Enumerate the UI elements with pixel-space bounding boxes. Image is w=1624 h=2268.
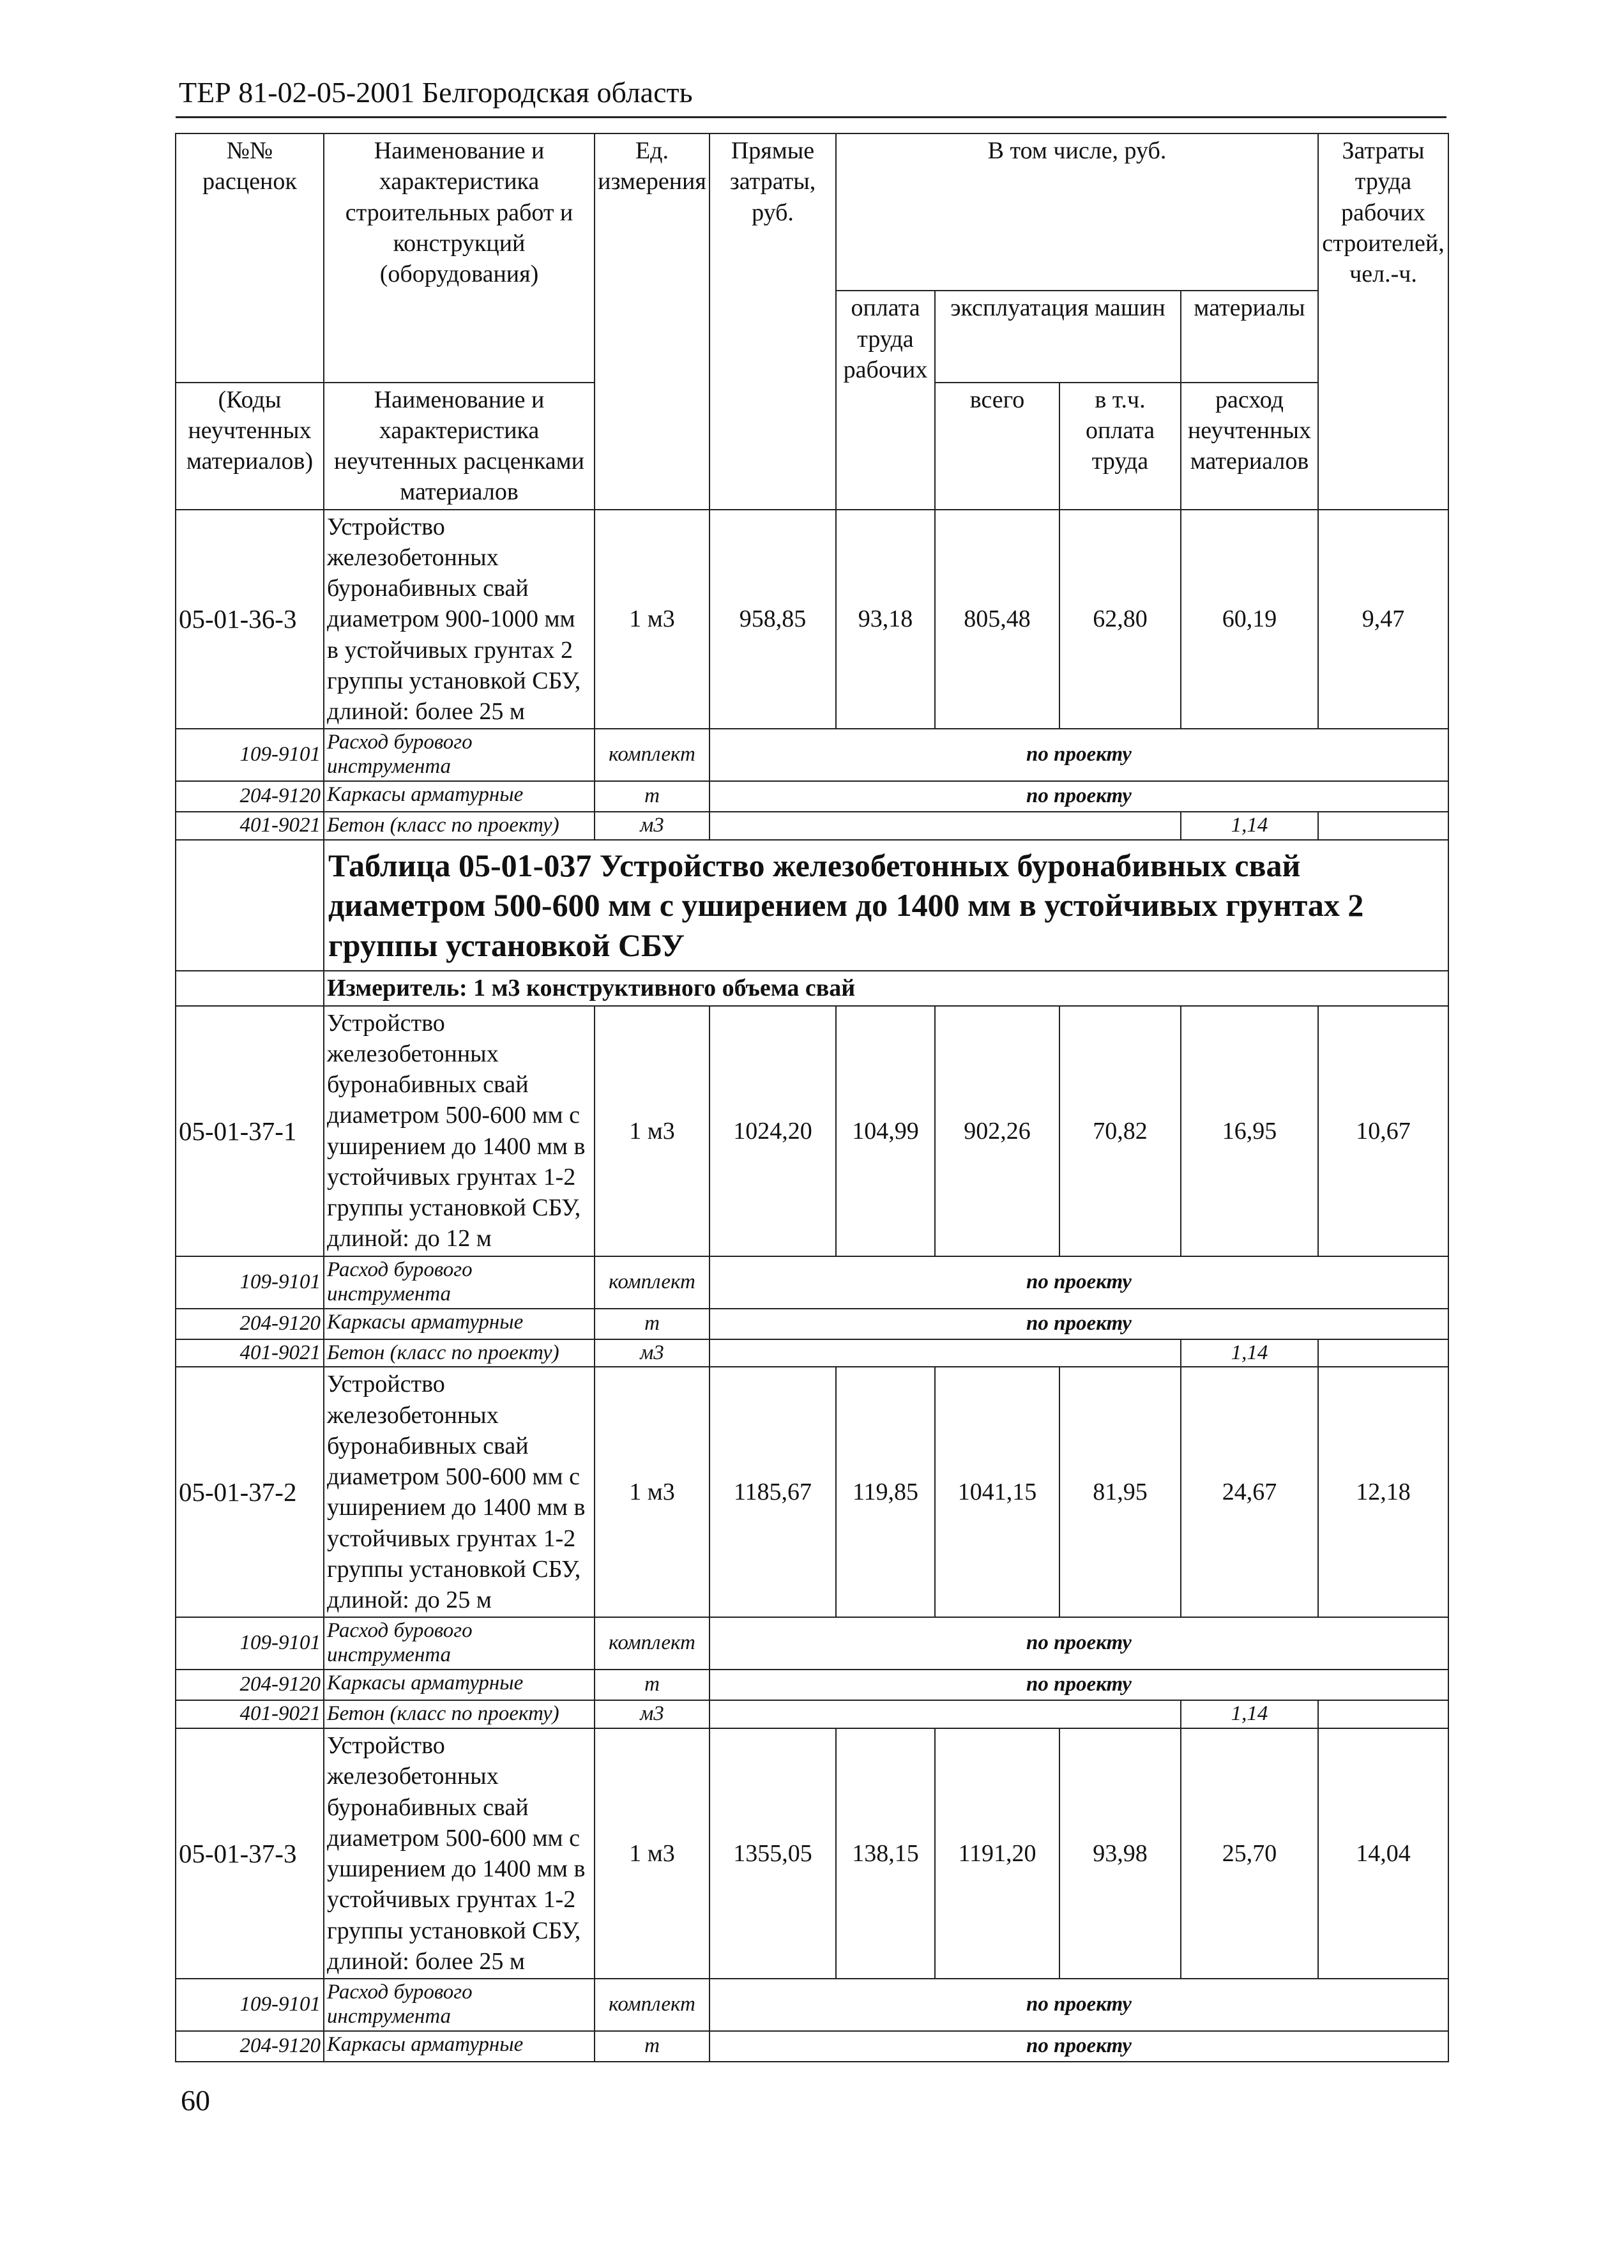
header-row-top: [176, 133, 1448, 291]
col-header-machines: эксплуатация машин: [935, 291, 1181, 324]
col-header-including: В том числе, руб.: [836, 133, 1318, 291]
table-title: Таблица 05-01-037 Устройство железобетонных буронабивных свай диаметром 500-600 мм с уширением до 1400 мм в устойчивых грунтах 2 группы установкой СБУ: [324, 840, 1448, 971]
material-unit: комплект: [595, 729, 710, 781]
col-header-machines-labor: в т.ч. оплата труда: [1059, 383, 1181, 510]
rate-row: [176, 510, 1448, 729]
material-consumption: по проекту: [710, 1617, 1448, 1670]
col-header-number: №№ расценок: [176, 133, 324, 291]
material-code: 401-9021: [176, 812, 324, 840]
empty-cell: [1318, 1700, 1448, 1728]
material-unit: м3: [595, 1339, 710, 1367]
rate-machines-labor: 81,95: [1059, 1367, 1181, 1617]
rate-name: Устройство железобетонных буронабивных свай диаметром 500-600 мм с уширением до 1400 мм в устойчивых грунтах 1-2 группы установкой СБУ, длиной: более 25 м: [324, 1728, 595, 1979]
material-code: 109-9101: [176, 1617, 324, 1670]
material-row: [176, 1617, 1448, 1670]
rate-materials: 16,95: [1181, 1006, 1318, 1256]
material-consumption: по проекту: [710, 729, 1448, 781]
material-consumption: по проекту: [710, 1670, 1448, 1700]
material-consumption: по проекту: [710, 1309, 1448, 1339]
material-consumption: 1,14: [1181, 812, 1318, 840]
rate-labor-hours: 12,18: [1318, 1367, 1448, 1617]
material-unit: комплект: [595, 1979, 710, 2031]
rate-code: 05-01-37-3: [176, 1728, 324, 1979]
material-name: Расход бурового инструмента: [324, 1979, 595, 2031]
rate-machines-labor: 93,98: [1059, 1728, 1181, 1979]
col-header-materials-unaccounted: расход неучтенных материалов: [1181, 383, 1318, 510]
rate-direct-cost: 958,85: [710, 510, 836, 729]
col-header-materials: материалы: [1181, 291, 1318, 324]
rate-machines-total: 902,26: [935, 1006, 1059, 1256]
material-consumption: по проекту: [710, 2031, 1448, 2062]
material-name: Бетон (класс по проекту): [324, 812, 595, 840]
material-consumption: по проекту: [710, 1256, 1448, 1309]
rate-unit: 1 м3: [595, 1006, 710, 1256]
material-name: Каркасы арматурные: [324, 1309, 595, 1339]
measure-unit: Измеритель: 1 м3 конструктивного объема свай: [324, 971, 1448, 1005]
material-unit: комплект: [595, 1256, 710, 1309]
material-unit: м3: [595, 812, 710, 840]
rate-code: 05-01-37-2: [176, 1367, 324, 1617]
rate-direct-cost: 1024,20: [710, 1006, 836, 1256]
page-header-title: ТЕР 81-02-05-2001 Белгородская область: [179, 76, 693, 109]
rate-unit: 1 м3: [595, 1728, 710, 1979]
material-consumption: по проекту: [710, 1979, 1448, 2031]
material-row: [176, 781, 1448, 812]
material-code: 109-9101: [176, 1256, 324, 1309]
material-unit: т: [595, 781, 710, 812]
rate-direct-cost: 1185,67: [710, 1367, 836, 1617]
material-code: 204-9120: [176, 781, 324, 812]
price-table: [175, 133, 1449, 2062]
empty-cell: [1318, 812, 1448, 840]
material-row: [176, 1670, 1448, 1700]
material-row: [176, 1309, 1448, 1339]
rate-unit: 1 м3: [595, 1367, 710, 1617]
material-unit: т: [595, 1309, 710, 1339]
rate-materials: 60,19: [1181, 510, 1318, 729]
col-header-labor-pay: оплата труда рабочих: [836, 291, 935, 509]
rate-direct-cost: 1355,05: [710, 1728, 836, 1979]
table-title-row: [176, 840, 1448, 971]
rate-labor-hours: 14,04: [1318, 1728, 1448, 1979]
material-row: [176, 1256, 1448, 1309]
rate-code: 05-01-36-3: [176, 510, 324, 729]
col-header-code: (Коды неучтенных материалов): [176, 383, 324, 510]
material-row: [176, 1979, 1448, 2031]
material-unit: т: [595, 2031, 710, 2062]
rate-materials: 25,70: [1181, 1728, 1318, 1979]
material-code: 401-9021: [176, 1700, 324, 1728]
material-consumption: по проекту: [710, 781, 1448, 812]
rate-row: [176, 1367, 1448, 1617]
rate-name: Устройство железобетонных буронабивных свай диаметром 500-600 мм с уширением до 1400 мм в устойчивых грунтах 1-2 группы установкой СБУ, длиной: до 25 м: [324, 1367, 595, 1617]
rate-machines-total: 1041,15: [935, 1367, 1059, 1617]
material-name: Расход бурового инструмента: [324, 1256, 595, 1309]
material-row: [176, 812, 1448, 840]
col-header-name: Наименование и характеристика строительных работ и конструкций (оборудования): [324, 133, 595, 291]
rate-machines-labor: 70,82: [1059, 1006, 1181, 1256]
material-name: Расход бурового инструмента: [324, 1617, 595, 1670]
rate-machines-labor: 62,80: [1059, 510, 1181, 729]
rate-labor-hours: 9,47: [1318, 510, 1448, 729]
material-code: 204-9120: [176, 2031, 324, 2062]
rate-row: [176, 1728, 1448, 1979]
empty-cell: [710, 1339, 1181, 1367]
material-row: [176, 1700, 1448, 1728]
empty-cell: [1318, 1339, 1448, 1367]
material-code: 109-9101: [176, 729, 324, 781]
rate-labor-pay: 119,85: [836, 1367, 935, 1617]
material-code: 109-9101: [176, 1979, 324, 2031]
measure-row: [176, 971, 1448, 1005]
material-row: [176, 1339, 1448, 1367]
empty-cell: [710, 812, 1181, 840]
header-rule: [176, 116, 1446, 118]
rate-labor-pay: 93,18: [836, 510, 935, 729]
material-unit: комплект: [595, 1617, 710, 1670]
empty-cell: [176, 971, 324, 1005]
material-code: 204-9120: [176, 1309, 324, 1339]
material-consumption: 1,14: [1181, 1339, 1318, 1367]
material-name: Расход бурового инструмента: [324, 729, 595, 781]
rate-labor-pay: 104,99: [836, 1006, 935, 1256]
material-code: 204-9120: [176, 1670, 324, 1700]
rate-machines-total: 805,48: [935, 510, 1059, 729]
empty-cell: [176, 840, 324, 971]
material-name: Каркасы арматурные: [324, 1670, 595, 1700]
material-code: 401-9021: [176, 1339, 324, 1367]
rate-machines-total: 1191,20: [935, 1728, 1059, 1979]
col-header-material-name: Наименование и характеристика неучтенных расценками материалов: [324, 383, 595, 510]
material-unit: м3: [595, 1700, 710, 1728]
material-row: [176, 729, 1448, 781]
col-header-unit: Ед. измерения: [595, 133, 710, 510]
rate-row: [176, 1006, 1448, 1256]
rate-name: Устройство железобетонных буронабивных свай диаметром 500-600 мм с уширением до 1400 мм в устойчивых грунтах 1-2 группы установкой СБУ, длиной: до 12 м: [324, 1006, 595, 1256]
rate-labor-pay: 138,15: [836, 1728, 935, 1979]
col-header-direct: Прямые затраты, руб.: [710, 133, 836, 510]
rate-labor-hours: 10,67: [1318, 1006, 1448, 1256]
page-number: 60: [181, 2084, 210, 2117]
material-name: Каркасы арматурные: [324, 2031, 595, 2062]
material-row: [176, 2031, 1448, 2062]
rate-code: 05-01-37-1: [176, 1006, 324, 1256]
material-name: Бетон (класс по проекту): [324, 1339, 595, 1367]
material-consumption: 1,14: [1181, 1700, 1318, 1728]
material-name: Бетон (класс по проекту): [324, 1700, 595, 1728]
rate-unit: 1 м3: [595, 510, 710, 729]
rate-materials: 24,67: [1181, 1367, 1318, 1617]
empty-cell: [710, 1700, 1181, 1728]
material-name: Каркасы арматурные: [324, 781, 595, 812]
col-header-machines-total: всего: [935, 383, 1059, 510]
rate-name: Устройство железобетонных буронабивных свай диаметром 900-1000 мм в устойчивых грунтах 2 группы установкой СБУ, длиной: более 25 м: [324, 510, 595, 729]
col-header-labor-hours: Затраты труда рабочих строителей, чел.-ч.: [1318, 133, 1448, 510]
material-unit: т: [595, 1670, 710, 1700]
